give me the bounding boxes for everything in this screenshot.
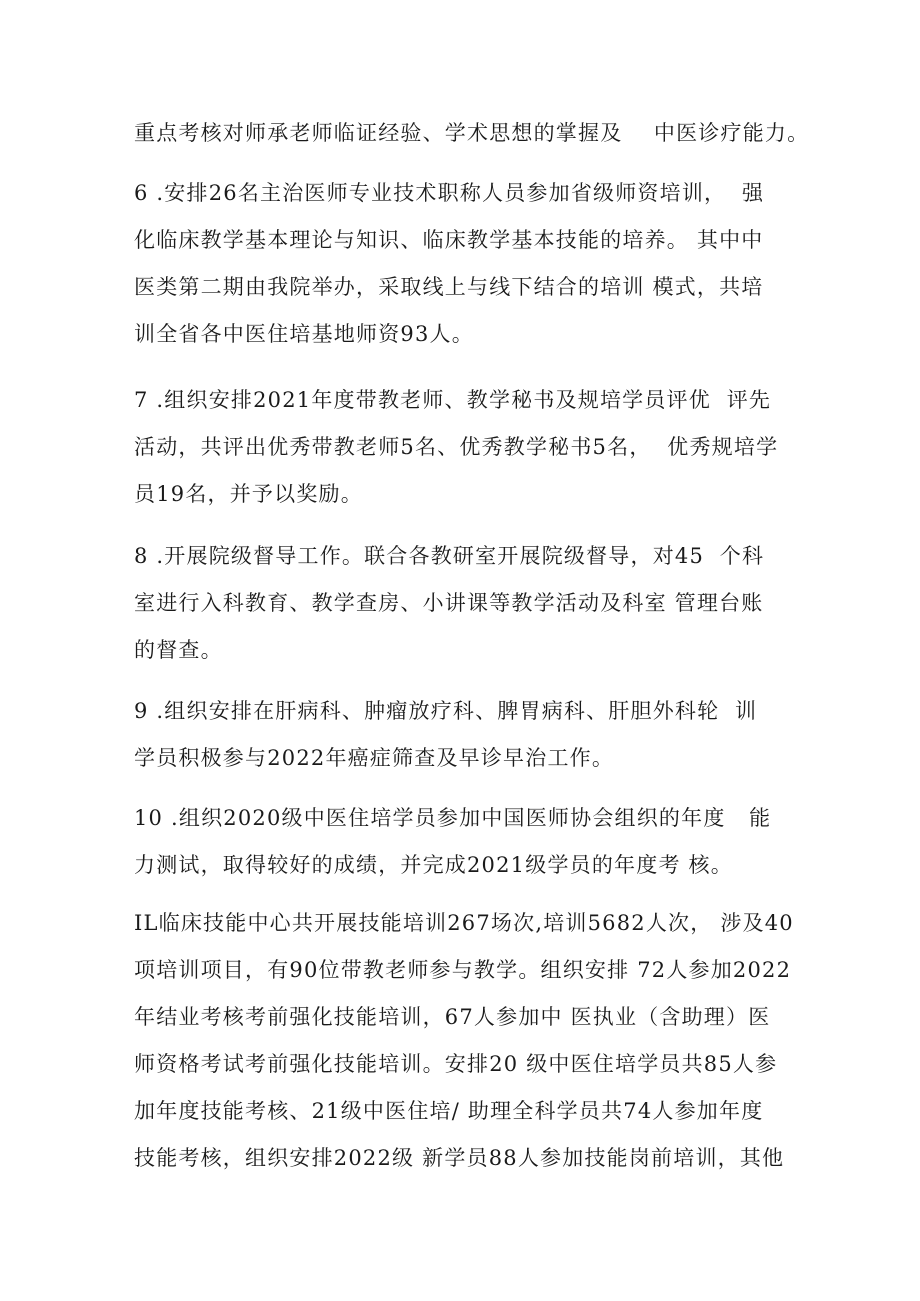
text-line: 加年度技能考核、21级中医住培/ 助理全科学员共74人参加年度 [134,1099,764,1123]
text-line: 7 .组织安排2021年度带教老师、教学秘书及规培学员评优 评先 [134,388,772,412]
paragraph-item-8 [134,533,794,674]
paragraph-item-6 [134,170,794,358]
text-line: 年结业考核考前强化技能培训，67人参加中 医执业（含助理）医 [134,1005,771,1029]
text-line: 训全省各中医住培基地师资93人。 [134,322,474,346]
text-line: 6 .安排26名主治医师专业技术职称人员参加省级师资培训， 强 [134,181,765,205]
text-line: 学员积极参与2022年癌症筛查及早诊早治工作。 [134,746,615,770]
paragraph-item-11-skills-center [134,900,794,1182]
text-line: 活动，共评出优秀带教老师5名、优秀教学秘书5名， 优秀规培学 [134,435,779,459]
paragraph-item-9 [134,688,794,782]
paragraph-item-10 [134,795,794,889]
text-line: 师资格考试考前强化技能培训。安排20 级中医住培学员共85人参 [134,1052,778,1076]
text-line: 医类第二期由我院举办，采取线上与线下结合的培训 模式，共培 [134,275,764,299]
paragraph-item-7 [134,377,794,518]
text-line: 技能考核，组织安排2022级 新学员88人参加技能岗前培训，其他 [134,1146,785,1170]
text-line: 项培训项目，有90位带教老师参与教学。组织安排 72人参加2022 [134,958,792,982]
text-line: 8 .开展院级督导工作。联合各教研室开展院级督导，对45 个科 [134,544,765,568]
text-line: 员19名，并予以奖励。 [134,482,363,506]
paragraph-inheritance-assessment [134,110,810,157]
text-line: 室进行入科教育、教学查房、小讲课等教学活动及科室 管理台账 [134,591,764,615]
text-line: 9 .组织安排在肝病科、肿瘤放疗科、脾胃病科、肝胆外科轮 训 [134,699,758,723]
text-line: 化临床教学基本理论与知识、临床教学基本技能的培养。 其中中 [134,228,764,252]
text-line: 重点考核对师承老师临证经验、学术思想的掌握及 中医诊疗能力。 [134,121,810,145]
text-line: 力测试，取得较好的成绩，并完成2021级学员的年度考 核。 [134,853,733,877]
text-line: 10 .组织2020级中医住培学员参加中国医师协会组织的年度 能 [134,806,772,830]
text-line: 的督查。 [134,638,223,662]
text-line: IL临床技能中心共开展技能培训267场次,培训5682人次， 涉及40 [134,911,794,935]
